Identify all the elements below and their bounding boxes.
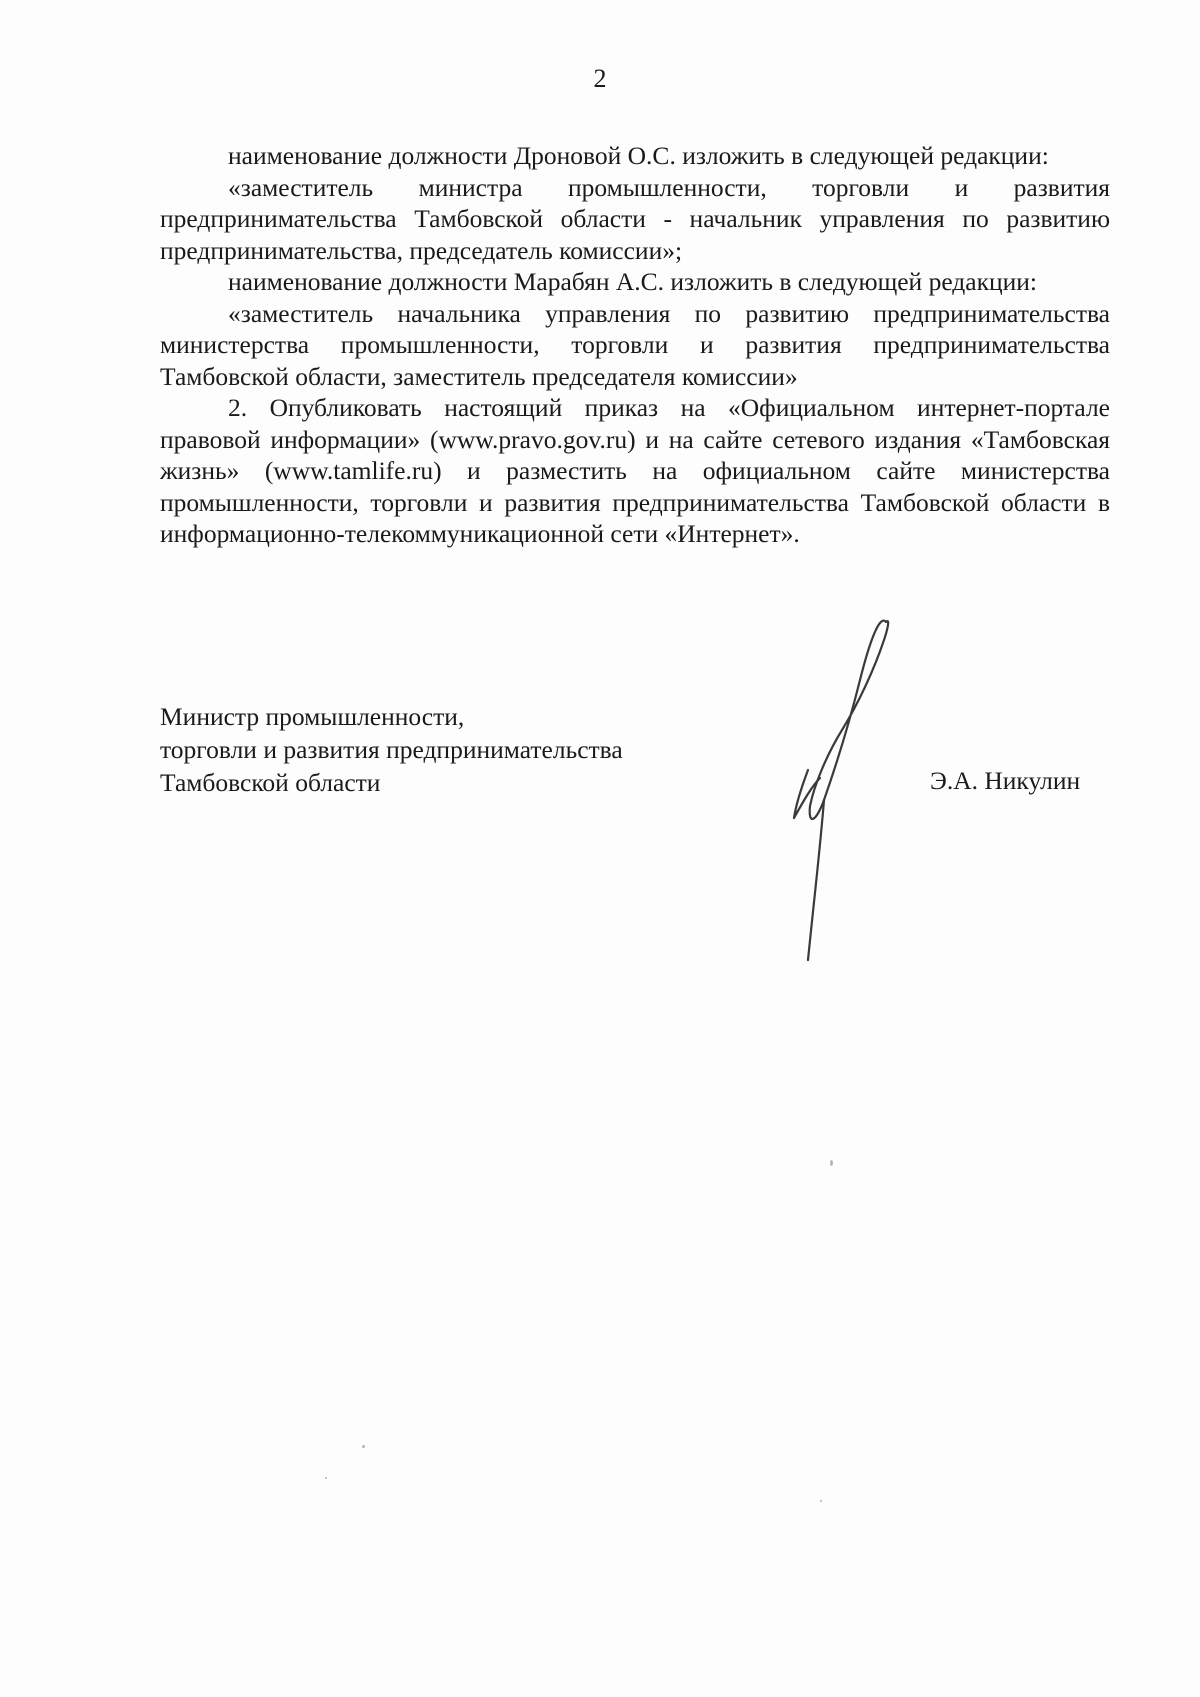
signatory-title [160,700,623,799]
handwritten-signature [790,610,900,970]
signatory-title-line: торговли и развития предпринимательства [160,735,623,764]
paragraph-publication-clause: 2. Опубликовать настоящий приказ на «Официальном интернет-портале правовой информации» (www.pravo.gov.ru) и на сайте сетевого издания «Тамбовская жизнь» (www.tamlife.ru) и разместить на официальном сайте министерства промышленности, торговли и развития предпринимательства Тамбовской области в информационно-телекоммуникационной сети «Интернет». [160,393,1110,548]
page-number: 2 [593,64,607,93]
scan-speck [362,1445,365,1448]
scan-speck [820,1500,822,1502]
document-body [160,140,1110,550]
signatory-title-line: Министр промышленности, [160,702,465,731]
scan-speck [325,1477,327,1479]
signatory-title-line: Тамбовской области [160,768,381,797]
signatory-name: Э.А. Никулин [930,766,1081,795]
scan-speck [830,1160,833,1166]
paragraph-marabyan-title: наименование должности Марабян А.С. изложить в следующей редакции: [228,267,1038,296]
paragraph-dronova-new-title: «заместитель министра промышленности, торговли и развития предпринимательства Тамбовской области - начальник управления по развитию предпринимательства, председатель комиссии»; [160,172,1110,265]
paragraph-dronova-title: наименование должности Дроновой О.С. изложить в следующей редакции: [228,141,1049,170]
paragraph-marabyan-new-title: «заместитель начальника управления по развитию предпринимательства министерства промышленности, торговли и развития предпринимательства Тамбовской области, заместитель председателя комиссии» [160,298,1110,391]
